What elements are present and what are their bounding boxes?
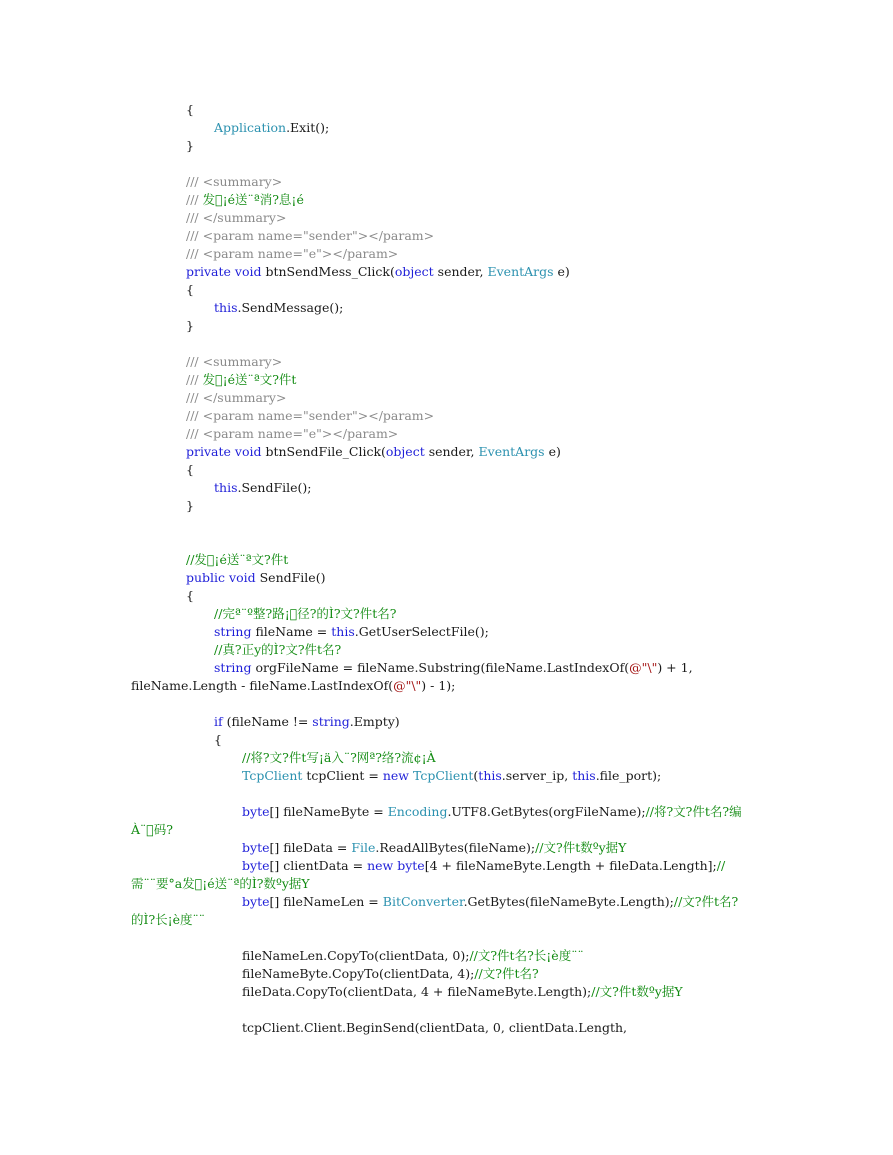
code-token: fileNameByte.CopyTo(clientData, 4); — [242, 966, 475, 981]
code-token: sender, — [433, 264, 488, 279]
blank-line — [0, 335, 893, 353]
code-token: .Exit(); — [286, 120, 330, 135]
code-token: } — [186, 498, 194, 513]
code-line — [0, 947, 893, 965]
code-line — [0, 983, 893, 1001]
code-line — [0, 641, 893, 659]
blank-line — [0, 515, 893, 533]
code-line — [0, 911, 893, 929]
code-token: private — [186, 444, 231, 459]
code-token: 发 ¡é送¨ª消?息¡é — [202, 192, 304, 207]
code-line — [0, 137, 893, 155]
code-token: [] fileNameByte = — [269, 804, 388, 819]
code-token: Application — [214, 120, 287, 135]
code-token: //文?件t数ºy据Y — [535, 840, 627, 855]
code-token: //完ª¨º整?路¡ 径?的Ì?文?件t名? — [214, 606, 397, 621]
code-line — [0, 245, 893, 263]
code-token: fileName = — [251, 624, 332, 639]
code-token: 发 ¡é送¨ª文?件t — [202, 372, 297, 387]
code-line — [0, 119, 893, 137]
blank-line — [0, 155, 893, 173]
code-line — [0, 623, 893, 641]
code-token: { — [186, 282, 194, 297]
code-token: /// — [186, 192, 203, 207]
code-token: /// — [186, 372, 203, 387]
code-token: .file_port); — [595, 768, 662, 783]
code-token: object — [394, 264, 434, 279]
code-line — [0, 821, 893, 839]
code-line — [0, 281, 893, 299]
code-line — [0, 209, 893, 227]
code-token: string — [312, 714, 350, 729]
code-token: { — [186, 462, 194, 477]
code-token: string — [214, 624, 252, 639]
code-line — [0, 749, 893, 767]
code-token: //文?件t名?长¡è度¨¨ — [469, 948, 584, 963]
code-token: BitConverter — [382, 894, 464, 909]
code-line — [0, 443, 893, 461]
code-token: btnSendFile_Click( — [261, 444, 386, 459]
code-line — [0, 875, 893, 893]
code-token: .server_ip, — [501, 768, 573, 783]
code-line — [0, 227, 893, 245]
code-token: /// <param name="e"></param> — [186, 426, 399, 441]
code-line — [0, 551, 893, 569]
code-token: //发 ¡é送¨ª文?件t — [186, 552, 289, 567]
code-token: @"\" — [393, 678, 422, 693]
code-line — [0, 605, 893, 623]
code-token: fileName.Length - fileName.LastIndexOf( — [131, 678, 394, 693]
code-line — [0, 425, 893, 443]
code-token: .GetUserSelectFile(); — [354, 624, 489, 639]
code-line — [0, 857, 893, 875]
code-token: //文?件t名? — [673, 894, 739, 909]
code-token: .UTF8.GetBytes(orgFileName); — [447, 804, 646, 819]
code-token: [] fileData = — [269, 840, 352, 855]
code-token: /// <summary> — [186, 354, 283, 369]
code-line — [0, 299, 893, 317]
code-line — [0, 317, 893, 335]
code-line — [0, 497, 893, 515]
code-line — [0, 767, 893, 785]
blank-line — [0, 695, 893, 713]
code-token: SendFile() — [255, 570, 326, 585]
code-token: .SendMessage(); — [237, 300, 344, 315]
code-token: { — [186, 588, 194, 603]
code-line — [0, 1019, 893, 1037]
code-token: .GetBytes(fileNameByte.Length); — [463, 894, 674, 909]
code-line — [0, 965, 893, 983]
code-token: this — [214, 480, 238, 495]
code-token: void — [229, 570, 256, 585]
code-token: tcpClient.Client.BeginSend(clientData, 0, clientData.Length, — [242, 1020, 628, 1035]
code-token: tcpClient = — [302, 768, 383, 783]
code-line — [0, 569, 893, 587]
blank-line — [0, 929, 893, 947]
code-line — [0, 803, 893, 821]
code-token: byte — [242, 840, 270, 855]
code-token: byte — [242, 804, 270, 819]
code-token: /// <param name="sender"></param> — [186, 408, 435, 423]
code-line — [0, 839, 893, 857]
code-token: /// </summary> — [186, 210, 287, 225]
code-token: /// <param name="e"></param> — [186, 246, 399, 261]
code-token: } — [186, 138, 194, 153]
code-token: EventArgs — [487, 264, 554, 279]
code-token: [] fileNameLen = — [269, 894, 383, 909]
code-line — [0, 407, 893, 425]
code-line — [0, 479, 893, 497]
code-token: ( — [473, 768, 479, 783]
code-token: if — [214, 714, 223, 729]
code-line — [0, 101, 893, 119]
code-token: EventArgs — [478, 444, 545, 459]
code-line — [0, 587, 893, 605]
code-token: object — [385, 444, 425, 459]
code-token: void — [234, 264, 262, 279]
code-token: ) - 1); — [421, 678, 456, 693]
code-listing — [0, 101, 893, 1037]
code-token: 的Ì?长¡è度¨¨ — [131, 912, 206, 927]
code-token: public — [186, 570, 226, 585]
code-token: byte — [397, 858, 425, 873]
code-token: fileData.CopyTo(clientData, 4 + fileNameByte.Length); — [242, 984, 592, 999]
code-line — [0, 389, 893, 407]
code-token: .SendFile(); — [237, 480, 312, 495]
code-token: e) — [553, 264, 570, 279]
code-token: { — [186, 102, 194, 117]
code-token: //将?文?件t写¡ä入¨?网ª?络?流¢¡À — [242, 750, 436, 765]
code-token: void — [234, 444, 262, 459]
code-token: sender, — [424, 444, 479, 459]
code-token: //将?文?件t名?编 — [645, 804, 742, 819]
code-line — [0, 659, 893, 677]
code-token: btnSendMess_Click( — [261, 264, 395, 279]
code-line — [0, 731, 893, 749]
code-token: private — [186, 264, 231, 279]
code-line — [0, 173, 893, 191]
code-token: this — [572, 768, 596, 783]
code-token: orgFileName = fileName.Substring(fileName.LastIndexOf( — [251, 660, 630, 675]
code-token: TcpClient — [413, 768, 474, 783]
code-line — [0, 713, 893, 731]
code-token: fileNameLen.CopyTo(clientData, 0); — [242, 948, 470, 963]
code-token: TcpClient — [242, 768, 303, 783]
code-token: //文?件t名? — [474, 966, 539, 981]
code-token: /// <summary> — [186, 174, 283, 189]
code-token: ) + 1, — [657, 660, 693, 675]
code-token: @"\" — [629, 660, 658, 675]
code-token: .ReadAllBytes(fileName); — [375, 840, 536, 855]
code-line — [0, 461, 893, 479]
code-line — [0, 191, 893, 209]
code-token: this — [331, 624, 355, 639]
code-token: e) — [544, 444, 561, 459]
blank-line — [0, 785, 893, 803]
code-token: [] clientData = — [269, 858, 368, 873]
code-line — [0, 893, 893, 911]
code-token: // — [716, 858, 726, 873]
code-token: new — [382, 768, 410, 783]
code-token: this — [214, 300, 238, 315]
code-line — [0, 371, 893, 389]
code-token: /// <param name="sender"></param> — [186, 228, 435, 243]
code-token: { — [214, 732, 222, 747]
code-token: À¨ 码? — [131, 822, 173, 837]
code-token: [4 + fileNameByte.Length + fileData.Length]; — [424, 858, 717, 873]
blank-line — [0, 533, 893, 551]
code-token: //文?件t数ºy据Y — [591, 984, 683, 999]
code-token: /// </summary> — [186, 390, 287, 405]
code-line — [0, 677, 893, 695]
code-token: byte — [242, 894, 270, 909]
code-token: 需¨¨要°a发 ¡é送¨ª的Ì?数ºy据Y — [131, 876, 310, 891]
code-token: byte — [242, 858, 270, 873]
code-token: File — [351, 840, 376, 855]
code-token: this — [478, 768, 502, 783]
code-line — [0, 353, 893, 371]
code-token: Encoding — [387, 804, 448, 819]
code-token: } — [186, 318, 194, 333]
code-token: string — [214, 660, 252, 675]
code-token: new — [367, 858, 394, 873]
code-token: (fileName != — [222, 714, 313, 729]
code-token: .Empty) — [349, 714, 400, 729]
code-token: //真?正y的Ì?文?件t名? — [214, 642, 342, 657]
code-line — [0, 263, 893, 281]
blank-line — [0, 1001, 893, 1019]
